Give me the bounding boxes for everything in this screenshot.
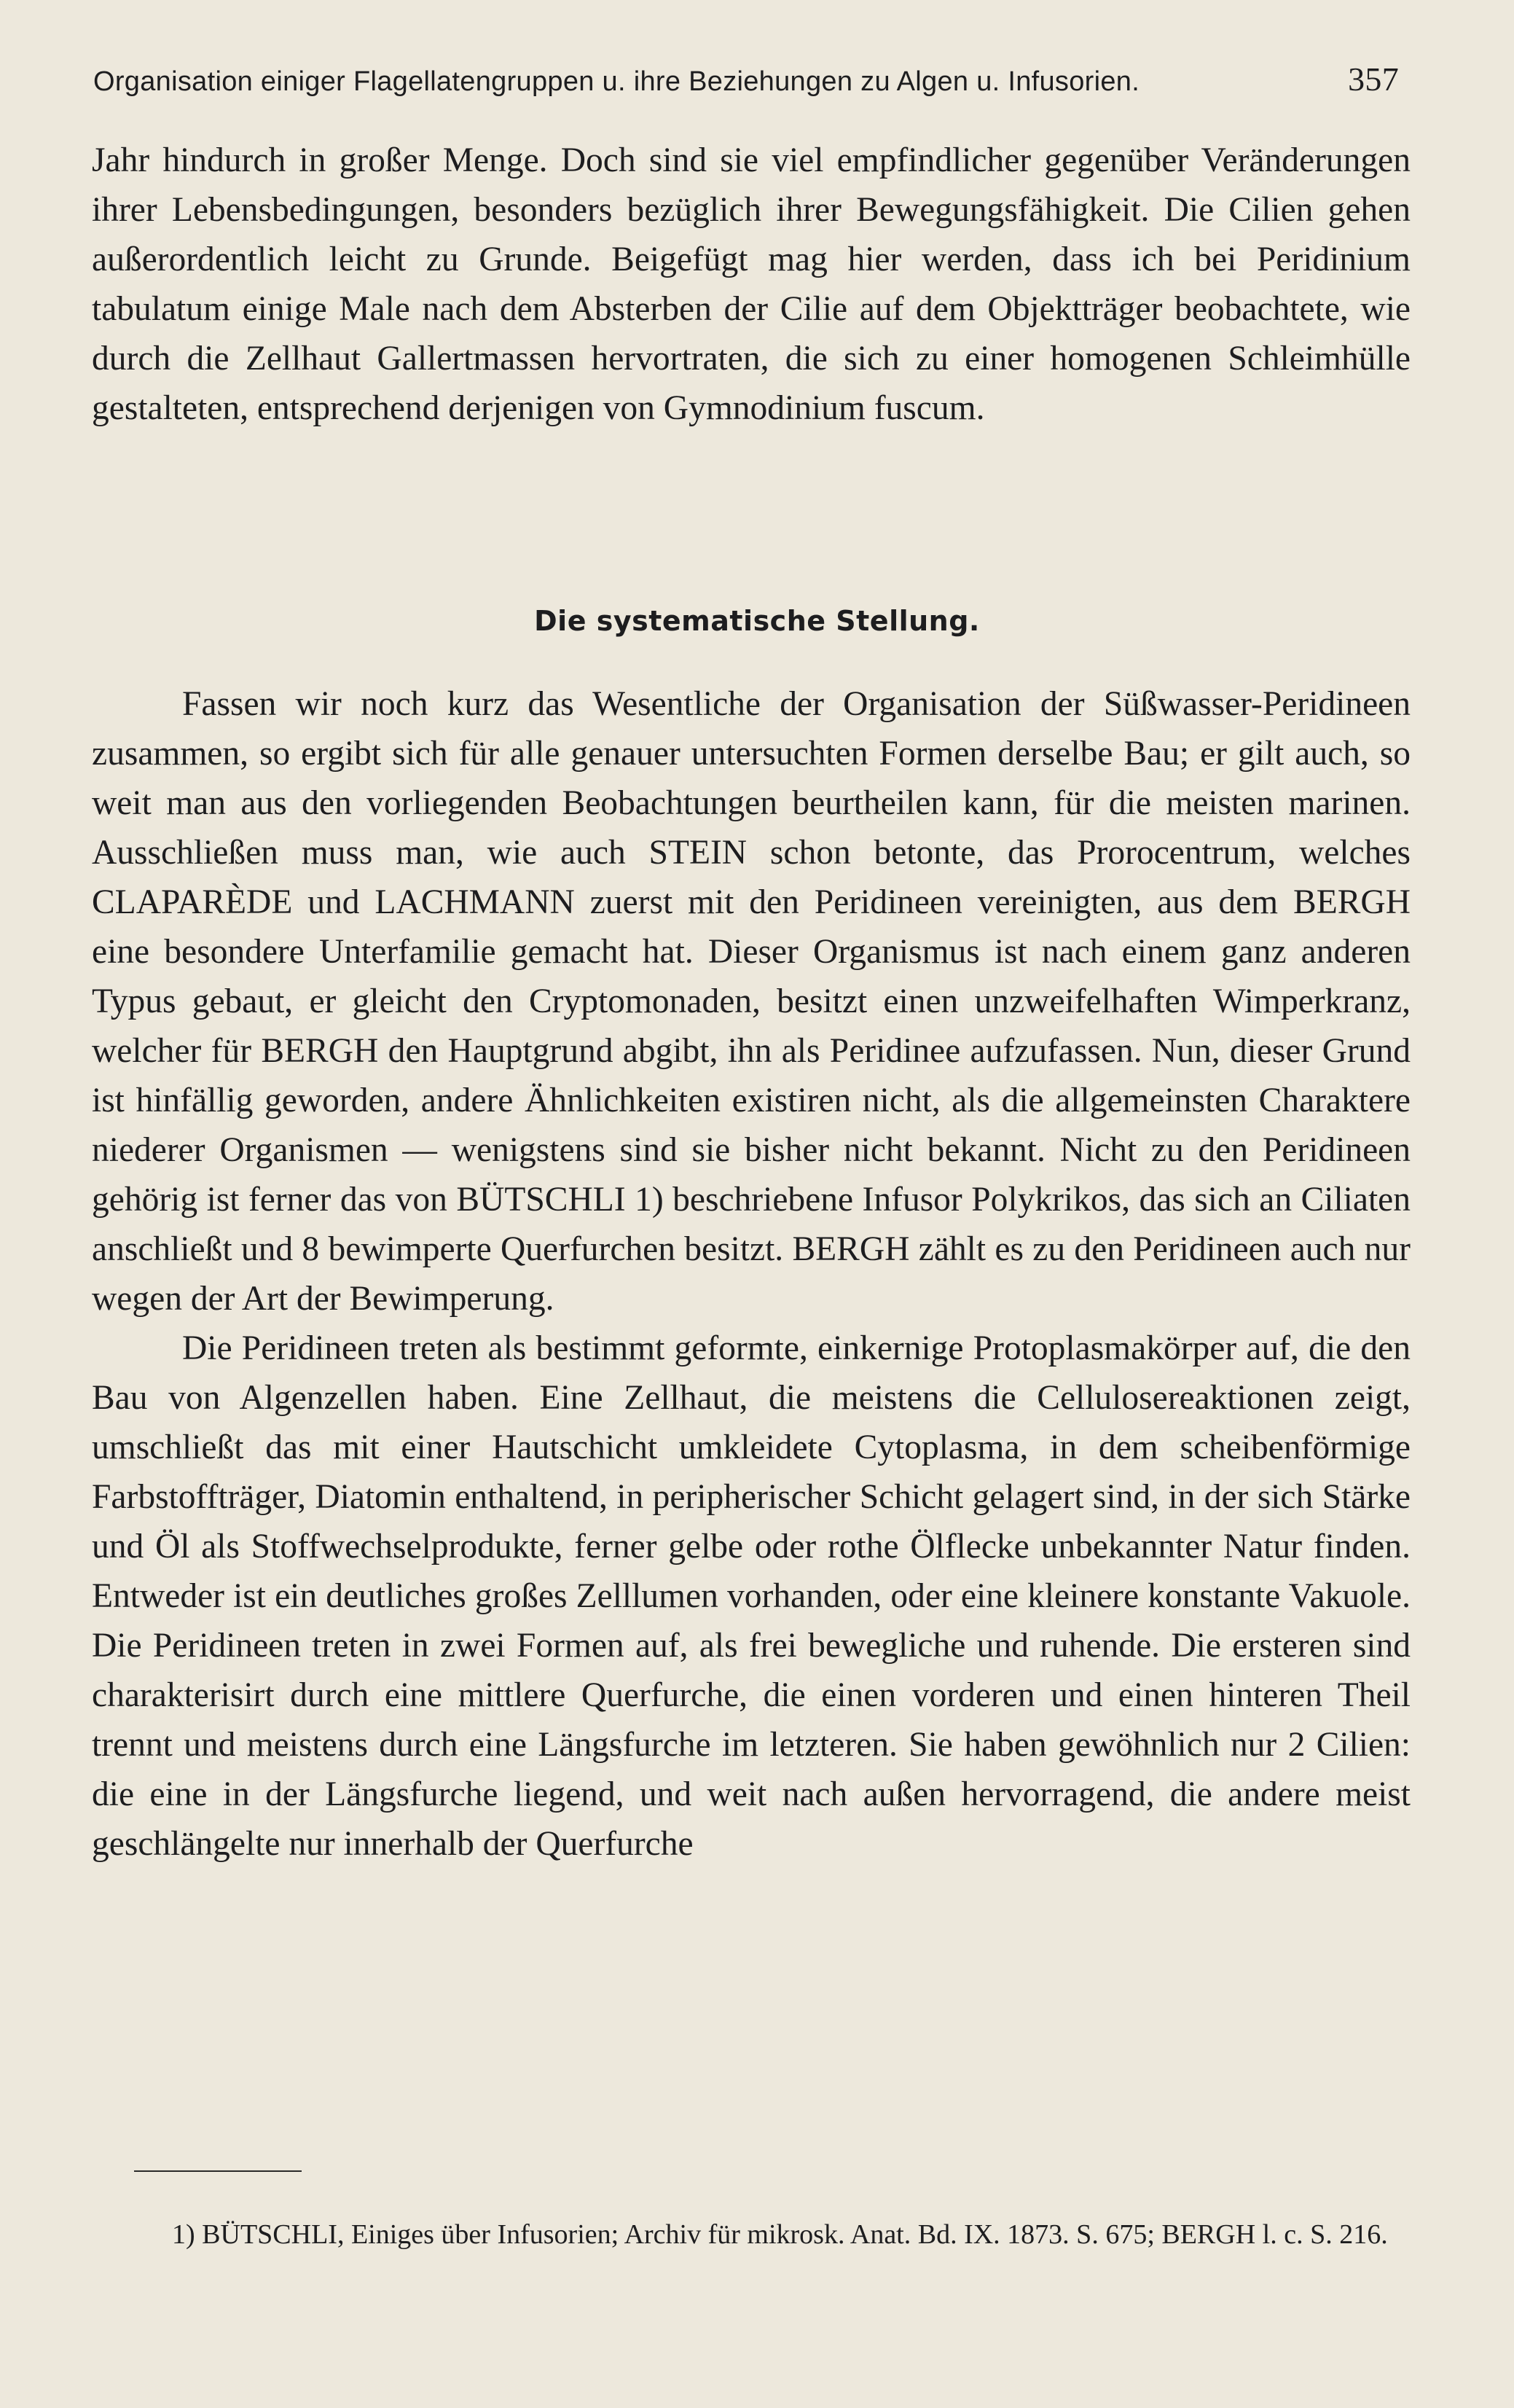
section-heading: Die systematische Stellung. [534, 605, 980, 637]
paragraph: Jahr hindurch in großer Menge. Doch sind sie viel empfindlicher gegenüber Veränderungen ihrer Lebensbedingungen, besonders bezüglich ihrer Bewegungsfähigkeit. Die Cilien gehen außerordentlich leicht zu Grunde. Beigefügt mag hier werden, dass ich bei Peridinium tabulatum einige Male nach dem Absterben der Cilie auf dem Objektträger beobachtete, wie durch die Zellhaut Gallertmassen hervortraten, die sich zu einer homogenen Schleimhülle gestalteten, entsprechend derjenigen von Gymnodinium fuscum. [92, 141, 1411, 427]
running-title: Organisation einiger Flagellatengruppen u. ihre Beziehungen zu Algen u. Infusorien. [93, 66, 1140, 97]
continued-paragraph-block [92, 136, 1411, 433]
footnote [92, 2208, 1411, 2261]
paragraph: Die Peridineen treten als bestimmt geformte, einkernige Protoplasmakörper auf, die den Bau von Algenzellen haben. Eine Zellhaut, die meistens die Cellulosereaktionen zeigt, umschließt das mit einer Hautschicht umkleidete Cytoplasma, in dem scheibenförmige Farbstoffträger, Diatomin enthaltend, in peripherischer Schicht gelagert sind, in der sich Stärke und Öl als Stoffwechselprodukte, ferner gelbe oder rothe Ölflecke unbekannter Natur finden. Entweder ist ein deutliches großes Zelllumen vorhanden, oder eine kleinere konstante Vakuole. Die Peridineen treten in zwei Formen auf, als frei bewegliche und ruhende. Die ersteren sind charakterisirt durch eine mittlere Querfurche, die einen vorderen und einen hinteren Theil trennt und meistens durch eine Längsfurche im letzteren. Sie haben gewöhnlich nur 2 Cilien: die eine in der Längsfurche liegend, und weit nach außen hervorragend, die andere meist geschlängelte nur innerhalb der Querfurche [92, 1329, 1411, 1863]
page-number: 357 [1348, 60, 1399, 98]
paragraph: Fassen wir noch kurz das Wesentliche der Organisation der Süßwasser-Peridineen zusammen, so ergibt sich für alle genauer untersuchten Formen derselbe Bau; er gilt auch, so weit man aus den vorliegenden Beobachtungen beurtheilen kann, für die meisten marinen. Ausschließen muss man, wie auch STEIN schon betonte, das Prorocentrum, welches CLAPARÈDE und LACHMANN zuerst mit den Peridineen vereinigten, aus dem BERGH eine besondere Unterfamilie gemacht hat. Dieser Organismus ist nach einem ganz anderen Typus gebaut, er gleicht den Cryptomonaden, besitzt einen unzweifelhaften Wimperkranz, welcher für BERGH den Hauptgrund abgibt, ihn als Peridinee aufzufassen. Nun, dieser Grund ist hinfällig geworden, andere Ähnlichkeiten existiren nicht, als die allgemeinsten Charaktere niederer Organismen — wenigstens sind sie bisher nicht bekannt. Nicht zu den Peridineen gehörig ist ferner das von BÜTSCHLI 1) beschriebene Infusor Polykrikos, das sich an Ciliaten anschließt und 8 bewimperte Querfurchen besitzt. BERGH zählt es zu den Peridineen auch nur wegen der Art der Bewimperung. [92, 685, 1411, 1318]
running-head [93, 60, 1399, 98]
footnote-text: 1) BÜTSCHLI, Einiges über Infusorien; Archiv für mikrosk. Anat. Bd. IX. 1873. S. 675; BERGH l. c. S. 216. [172, 2219, 1388, 2250]
section-body [92, 679, 1411, 1869]
footnote-divider [134, 2170, 302, 2172]
